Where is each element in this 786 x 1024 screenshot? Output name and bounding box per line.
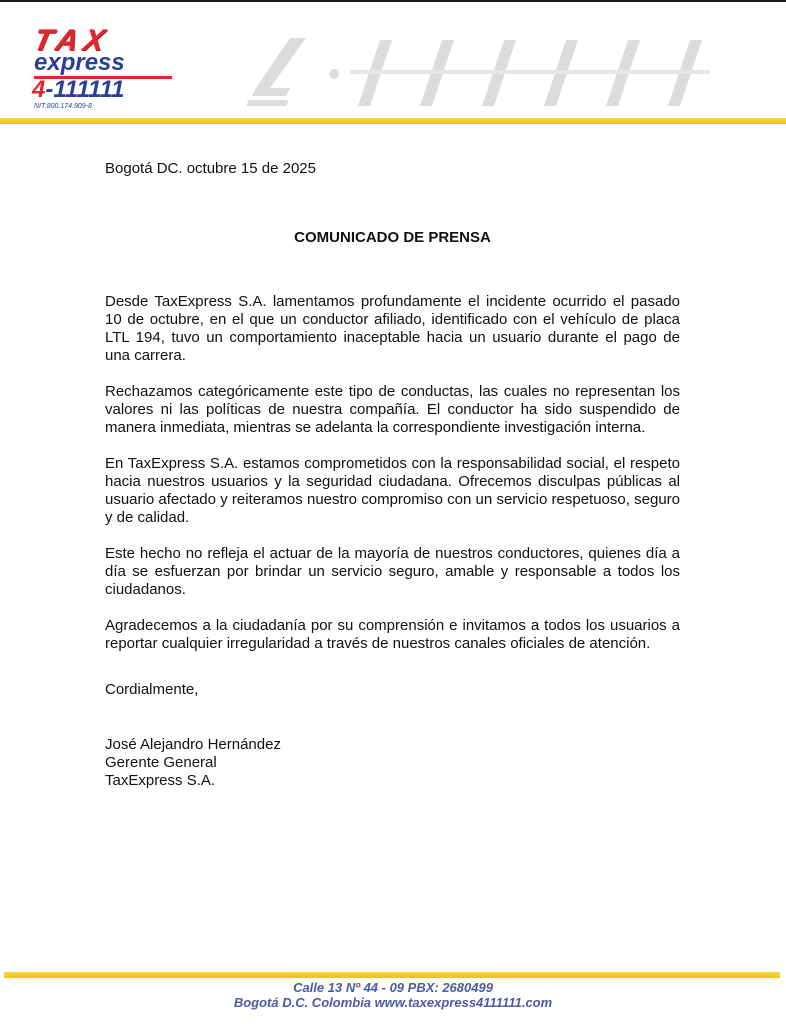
logo-express-text: express (34, 49, 125, 76)
company-nit: NIT:800.174.909-8 (34, 103, 92, 110)
footer-city-website: Bogotá D.C. Colombia www.taxexpress4111111.com (233, 995, 553, 1010)
paragraph: Este hecho no refleja el actuar de la mayoría de nuestros conductores, quienes día a día se esfuerzan por brindar un servicio seguro, amable y responsable a todos los ciudadanos. (105, 545, 680, 598)
logo-phone-digits: -111111 (45, 76, 125, 103)
document-title: COMUNICADO DE PRENSA (294, 229, 491, 246)
footer-address: Calle 13 Nº 44 - 09 PBX: 2680499 (293, 980, 493, 995)
logo-tax-text: TAX (30, 24, 114, 57)
logo-phone-number (32, 77, 182, 103)
letter-body (105, 160, 680, 790)
footer-yellow-rule (4, 972, 780, 978)
company-logo (30, 24, 180, 112)
watermark-underline (246, 100, 288, 106)
watermark-four (252, 38, 306, 96)
header-watermark-graphic (230, 30, 750, 112)
letter-closing: Cordialmente, (105, 681, 199, 698)
signer-name: José Alejandro Hernández (105, 736, 281, 753)
header-yellow-rule (0, 118, 786, 124)
top-border (0, 0, 786, 2)
watermark-dot (329, 69, 339, 79)
paragraph: En TaxExpress S.A. estamos comprometidos con la responsabilidad social, el respeto hacia nuestros usuarios y la seguridad ciudadana. Ofrecemos disculpas públicas al usuario afectado y reiteramos nuestro compromiso con un servicio respetuoso, seguro y de calidad. (105, 455, 680, 526)
paragraph: Rechazamos categóricamente este tipo de conductas, las cuales no representan los valores ni las políticas de nuestra compañía. El conductor ha sido suspendido de manera inmediata, mientras se adelanta la correspondiente investigación interna. (105, 383, 680, 436)
logo-phone-prefix: 4 (32, 76, 46, 103)
letter-date: Bogotá DC. octubre 15 de 2025 (105, 160, 316, 177)
paragraph: Agradecemos a la ciudadanía por su comprensión e invitamos a todos los usuarios a reportar cualquier irregularidad a través de nuestros canales oficiales de atención. (105, 617, 680, 652)
letter-paragraphs (105, 293, 680, 653)
signer-position: Gerente General (105, 754, 217, 771)
signer-company: TaxExpress S.A. (105, 772, 216, 789)
paragraph: Desde TaxExpress S.A. lamentamos profundamente el incidente ocurrido el pasado 10 de octubre, en el que un conductor afiliado, identificado con el vehículo de placa LTL 194, tuvo un comportamiento inaceptable hacia un usuario durante el pago de una carrera. (105, 293, 680, 364)
signature-block (105, 736, 680, 790)
watermark-dash-line (350, 70, 710, 74)
